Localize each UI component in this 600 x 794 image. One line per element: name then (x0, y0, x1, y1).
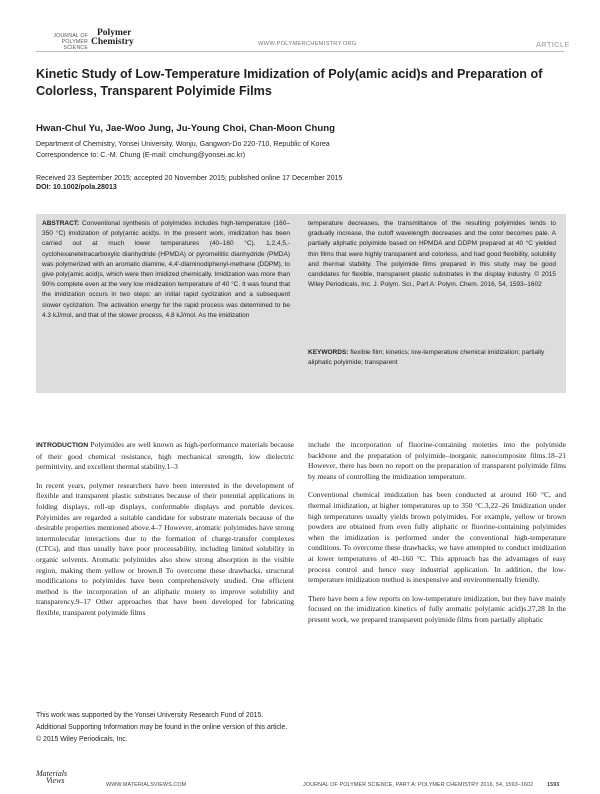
footer-website[interactable]: WWW.MATERIALSVIEWS.COM (106, 782, 187, 788)
journal-logo (91, 29, 134, 47)
body-paragraph: There have been a few reports on low-temperature imidization, but they have mainly focused on the imidization kinetics of fully aromatic poly(amic acid)s.27,28 In the present work, we prepared transparent polyimide films from partially aliphatic (308, 593, 566, 624)
logo-line-2: Views (46, 776, 65, 785)
journal-logo-line-1: Polymer (97, 28, 132, 38)
logo-line-1: Materials (36, 769, 68, 778)
funding-note: This work was supported by the Yonsei University Research Fund of 2015. (36, 712, 264, 719)
page-number: 1593 (547, 782, 560, 788)
intro-paragraph (36, 440, 294, 473)
keywords (308, 348, 556, 368)
body-right-column (308, 440, 566, 634)
keywords-text: flexible film; kinetics; low-temperature chemical imidization; partially aliphatic polyimide; transparent (308, 349, 545, 367)
footnotes (36, 710, 287, 746)
copyright-note: © 2015 Wiley Periodicals, Inc. (36, 736, 128, 743)
section-heading-introduction: INTRODUCTION (36, 442, 89, 449)
affiliation-block (36, 139, 330, 160)
article-type-label: ARTICLE (536, 40, 570, 49)
body-left-column (36, 440, 294, 627)
publication-dates: Received 23 September 2015; accepted 20 November 2015; published online 17 December 2015 (36, 174, 343, 182)
supporting-info-note: Additional Supporting Information may be found in the online version of this article. (36, 724, 288, 731)
abstract-right-column (308, 219, 556, 290)
paper-title: Kinetic Study of Low-Temperature Imidization of Poly(amic acid)s and Preparation of Colorless, Transparent Polyimide Films (36, 67, 543, 98)
abstract-text-left: Conventional synthesis of polyimides includes high-temperature (160–350 °C) imidization of poly(amic acid)s. In the present work, imidization has been carried out at much lower temperatures (40–160 °C). 1,2,4,5,-cyclohexanetetracarboxylic dianhydride (HPMDA) or pyromellitic dianhydride (PMDA) was polymerized with an aromatic diamine, 4,4′-diaminodiphenyl-methane (DDPM), to give poly(amic acid)s, which were then imidized chemically. Imidization was more than 90% complete even at the very low imidization temperature of 40 °C. It was found that the imidization occurs in two steps: an initial rapid cyclization and a subsequent slower cyclization. The activation energy for the rapid process was determined to be 4.3 kJ/mol, and that of the slower process, 4.8 kJ/mol. As the imidization (42, 220, 290, 319)
journal-name-small (36, 33, 88, 51)
journal-name-line-1: JOURNAL OF (53, 33, 88, 39)
paragraph-text: Polyimides are well known as high-performance materials because of their good chemical resistance, high mechanical strength, low dielectric permittivity, and excellent thermal stability.1–3 (36, 440, 294, 472)
materials-views-logo (36, 770, 67, 784)
author-list: Hwan-Chul Yu, Jae-Woo Jung, Ju-Young Choi, Chan-Moon Chung (36, 123, 335, 134)
header-divider (36, 51, 564, 52)
body-paragraph: Conventional chemical imidization has been conducted at around 160 °C, and thermal imidization, at higher temperatures up to 350 °C.3,22–26 Imidization under high temperatures usually yields brown polyimides. For example, yellow or brown powders are obtained from even fully aliphatic or fluorine-containing polyimides when the imidization is performed under the conventional high-temperature conditions. To overcome these drawbacks, we have attempted to conduct imidization at lower temperatures of 40–160 °C. This approach has the advantages of easy process control and hence easy industrial application. In addition, the low-temperature imidization method is inexpensive and environmentally friendly. (308, 490, 566, 585)
abstract-label: ABSTRACT: (42, 220, 80, 227)
body-paragraph: include the incorporation of fluorine-containing moieties into the polyimide backbone and the preparation of polyimide–inorganic nanocomposite films.18–21 However, there has been no report on the preparation of transparent polyimide films by means of controlling the imidization temperature. (308, 440, 566, 481)
abstract-left-column (42, 219, 290, 321)
footer-citation: JOURNAL OF POLYMER SCIENCE, PART A: POLYMER CHEMISTRY 2016, 54, 1593–1602 (303, 782, 534, 788)
correspondence: Correspondence to: C.-M. Chung (E-mail: cmchung@yonsei.ac.kr) (36, 150, 246, 159)
journal-website[interactable]: WWW.POLYMERCHEMISTRY.ORG (258, 41, 357, 47)
abstract-text-right: temperature decreases, the transmittance of the resulting polyimides tends to gradually increase, the cutoff wavelength decreases and the color becomes pale. A partially aliphatic polyimide based on HPMDA and DDPM prepared at 40 °C yielded thin films that were highly transparent and colorless, and had good flexibility, solubility and thermal stability. The polyimide films prepared in this study may be good candidates for flexible, transparent plastic substrates in the display industry. © 2015 Wiley Periodicals, Inc. J. Polym. Sci., Part A: Polym. Chem. 2016, 54, 1593–1602 (308, 220, 556, 289)
journal-name-line-2: POLYMER SCIENCE (61, 39, 88, 51)
body-paragraph: In recent years, polymer researchers have been interested in the development of flexible and transparent plastic substrates because of their potential applications in folding displays, roll-up displays, conformable displays and portable devices. Polyimides are regarded a suitable candidate for substrate materials because of the desirable properties mentioned above.4–7 However, aromatic polyimides have strong intermolecular interactions due to the formation of charge-transfer complexes (CTCs), and thus usually have poor processability, including limited solubility in organic solvents. Aromatic polyimides also show strong absorption in the visible region, making them yellow or brown.8 To overcome these drawbacks, structural modifications to polyimides have been comprehensively studied. One efficient method is the incorporation of an aliphatic moiety to improve solubility and transparency.9–17 Other approaches that have been developed for fabricating flexible, transparent polyimide films (36, 480, 294, 617)
keywords-label: KEYWORDS: (308, 349, 349, 356)
journal-logo-line-2: Chemistry (91, 37, 134, 47)
doi[interactable]: DOI: 10.1002/pola.28013 (36, 183, 117, 191)
affiliation: Department of Chemistry, Yonsei University, Wonju, Gangwon-Do 220-710, Republic of Korea (36, 140, 330, 148)
